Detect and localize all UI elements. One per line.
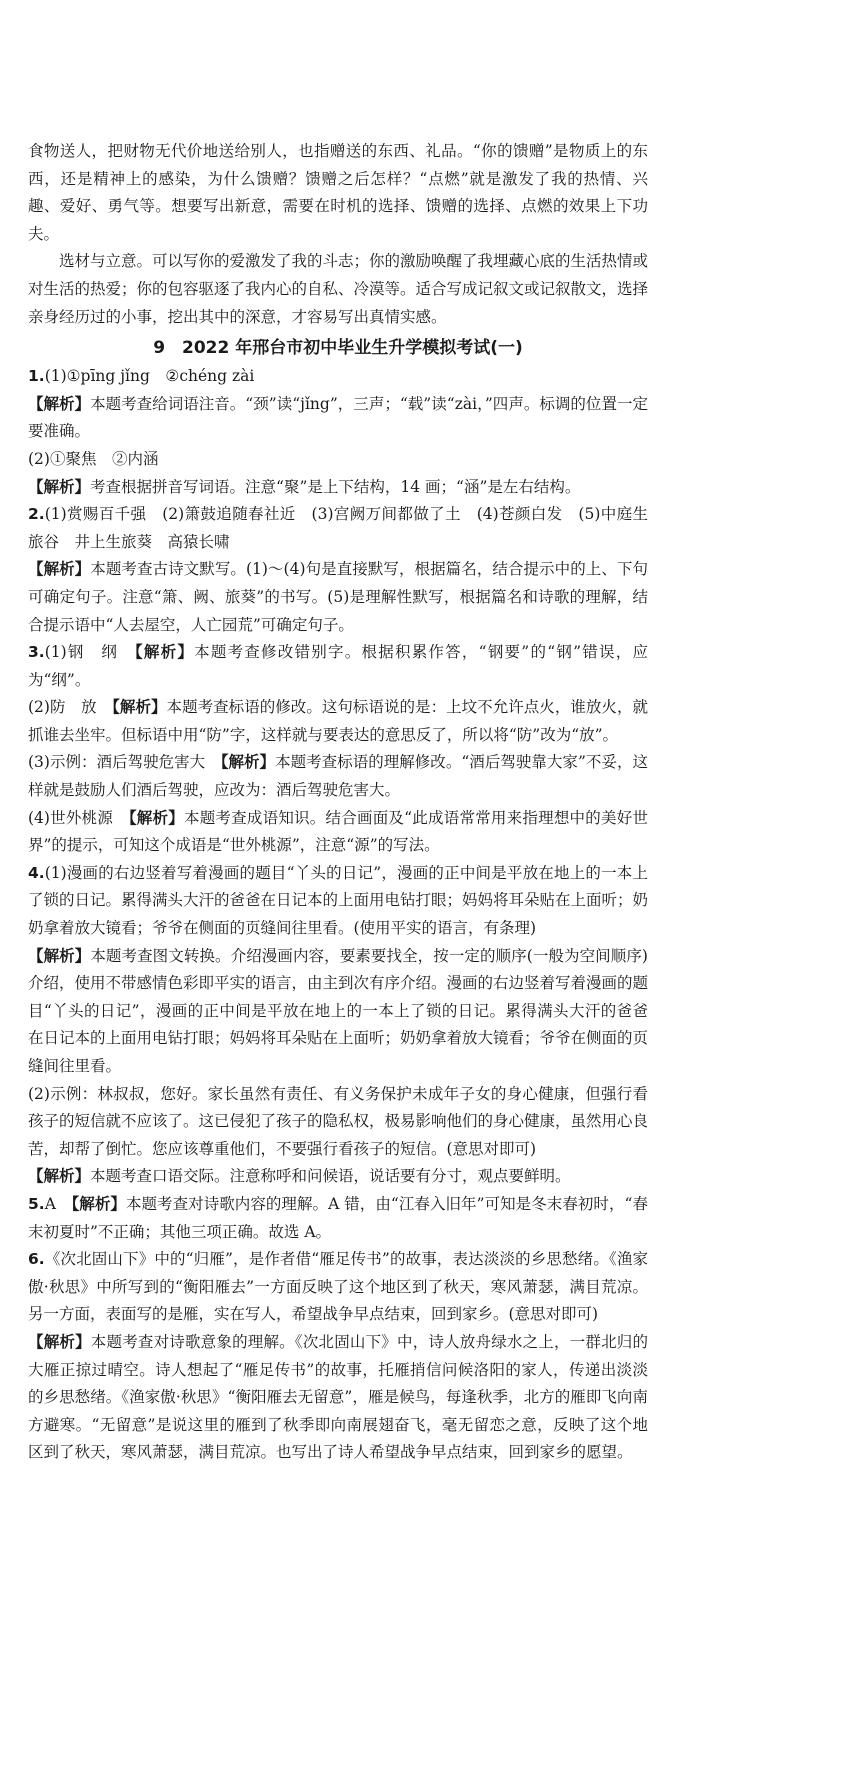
analysis-tag: 【解析】 [71,1194,126,1213]
question-number: 3. [28,643,45,662]
analysis-text: 本题考查标语的修改。这句标语说的是：上坟不允许点火，谁放火，就抓谁去坐牢。但标语中用“防”字，这样就与要表达的意思反了，所以将“防”改为“放”。 [28,698,648,744]
answer-text: A [44,1194,56,1213]
analysis-tag: 【解析】 [220,753,276,772]
question-2 [28,501,648,639]
answer-text: (1)漫画的右边竖着写着漫画的题目“丫头的日记”，漫画的正中间是平放在地上的一本上了锁的日记。累得满头大汗的爸爸在日记本的上面用电钻打眼；妈妈将耳朵贴在上面听；奶奶拿着放大镜看；爷爷在侧面的页缝间往里看。(使用平实的语言，有条理) [28,863,649,938]
answer-text: 《次北固山下》中的“归雁”，是作者借“雁足传书”的故事，表达淡淡的乡思愁绪。《渔家傲·秋思》中所写到的“衡阳雁去”一方面反映了这个地区到了秋天，寒风萧瑟，满目荒凉。另一方面，表面写的是雁，实在写人，希望战争早点结束，回到家乡。(意思对即可) [28,1250,648,1324]
analysis-tag: 【解析】 [28,477,91,496]
answer-text: (2)①聚焦 ②内涵 [28,449,159,468]
intro-paragraph-1: 食物送人，把财物无代价地送给别人，也指赠送的东西、礼品。“你的馈赠”是物质上的东西，还是精神上的感染，为什么馈赠？馈赠之后怎样？“点燃”就是激发了我的热情、兴趣、爱好、勇气等。想要写出新意，需要在时机的选择、馈赠的选择、点燃的效果上下功夫。 [28,142,648,243]
answer-page [28,138,648,1467]
answer-text: (4)世外桃源 [28,808,114,827]
analysis-text: 本题考查图文转换。介绍漫画内容，要素要找全，按一定的顺序(一般为空间顺序)介绍，使用不带感情色彩即平实的语言，由主到次有序介绍。漫画的右边竖着写着漫画的题目“丫头的日记”，漫画的正中间是平放在地上的一本上了锁的日记。累得满头大汗的爸爸在日记本的上面用电钻打眼；妈妈将耳朵贴在上面听；奶奶拿着放大镜看；爷爷在侧面的页缝间往里看。 [28,946,649,1075]
answer-text: (1)钢 纲 [44,643,119,662]
answer-text: (1)①pīng jǐng ②chéng zài [44,367,255,386]
question-6 [28,1246,648,1467]
question-5 [28,1191,648,1246]
analysis-tag: 【解析】 [28,560,91,579]
question-4 [28,860,648,1191]
question-number: 1. [28,367,45,386]
analysis-tag: 【解析】 [28,1167,91,1186]
analysis-text: 本题考查口语交际。注意称呼和问候语，说话要有分寸，观点要鲜明。 [90,1167,571,1186]
analysis-text: 本题考查古诗文默写。(1)～(4)句是直接默写，根据篇名，结合提示中的上、下句可确定句子。注意“箫、阙、旅葵”的书写。(5)是理解性默写，根据篇名和诗歌的理解，结合提示语中“人去屋空，人亡园荒”可确定句子。 [28,560,648,634]
question-1 [28,363,648,501]
question-number: 4. [28,863,45,882]
analysis-text: 本题考查给词语注音。“颈”读“jǐng”，三声；“载”读“zài，”四声。标调的位置一定要准确。 [28,394,648,441]
analysis-text: 本题考查修改错别字。根据积累作答，“钢要”的“钢”错误，应为“纲”。 [28,643,648,689]
intro-paragraph-2: 选材与立意。可以写你的爱激发了我的斗志；你的激励唤醒了我埋藏心底的生活热情或对生活的热爱；你的包容驱逐了我内心的自私、冷漠等。适合写成记叙文或记叙散文，选择亲身经历过的小事，挖出其中的深意，才容易写出真情实感。 [28,252,649,326]
answer-text: (3)示例：酒后驾驶危害大 [28,753,206,772]
answer-text: (1)赏赐百千强 (2)箫鼓追随春社近 (3)宫阙万间都做了土 (4)苍颜白发 (5)中庭生旅谷 井上生旅葵 高猿长啸 [28,505,648,551]
question-3 [28,639,648,860]
question-number: 5. [28,1194,45,1213]
question-number: 2. [28,505,45,524]
analysis-tag: 【解析】 [28,946,91,965]
answer-text: (2)防 放 [28,698,97,717]
analysis-text: 考查根据拼音写词语。注意“聚”是上下结构，14 画；“涵”是左右结构。 [90,477,581,496]
analysis-tag: 【解析】 [28,394,91,413]
analysis-text: 本题考查成语知识。结合画面及“此成语常常用来指理想中的美好世界”的提示，可知这个成语是“世外桃源”，注意“源”的写法。 [28,808,648,855]
analysis-text: 本题考查对诗歌意象的理解。《次北固山下》中，诗人放舟绿水之上，一群北归的大雁正掠过晴空。诗人想起了“雁足传书”的故事，托雁捎信问候洛阳的家人，传递出淡淡的乡思愁绪。《渔家傲·秋思》“衡阳雁去无留意”，雁是候鸟，每逢秋季，北方的雁即飞向南方避寒。“无留意”是说这里的雁到了秋季即向南展翅奋飞，毫无留恋之意，反映了这个地区到了秋天，寒风萧瑟，满目荒凉。也写出了诗人希望战争早点结束，回到家乡的愿望。 [28,1332,648,1462]
question-number: 6. [28,1250,45,1269]
analysis-tag: 【解析】 [134,643,195,662]
analysis-tag: 【解析】 [128,808,184,827]
analysis-tag: 【解析】 [28,1332,91,1351]
section-title: 9 2022 年邢台市初中毕业生升学模拟考试(一) [153,338,523,359]
answer-text: (2)示例：林叔叔，您好。家长虽然有责任、有义务保护未成年子女的身心健康，但强行看孩子的短信就不应该了。这已侵犯了孩子的隐私权，极易影响他们的身心健康，虽然用心良苦，却帮了倒忙。您应该尊重他们，不要强行看孩子的短信。(意思对即可) [28,1084,649,1158]
analysis-tag: 【解析】 [112,698,167,717]
analysis-text: 本题考查标语的理解修改。“酒后驾驶靠大家”不妥，这样就是鼓励人们酒后驾驶，应改为：酒后驾驶危害大。 [28,753,648,800]
analysis-text: 本题考查对诗歌内容的理解。A 错，由“江春入旧年”可知是冬末春初时，“春末初夏时”不正确；其他三项正确。故选 A。 [28,1194,648,1241]
